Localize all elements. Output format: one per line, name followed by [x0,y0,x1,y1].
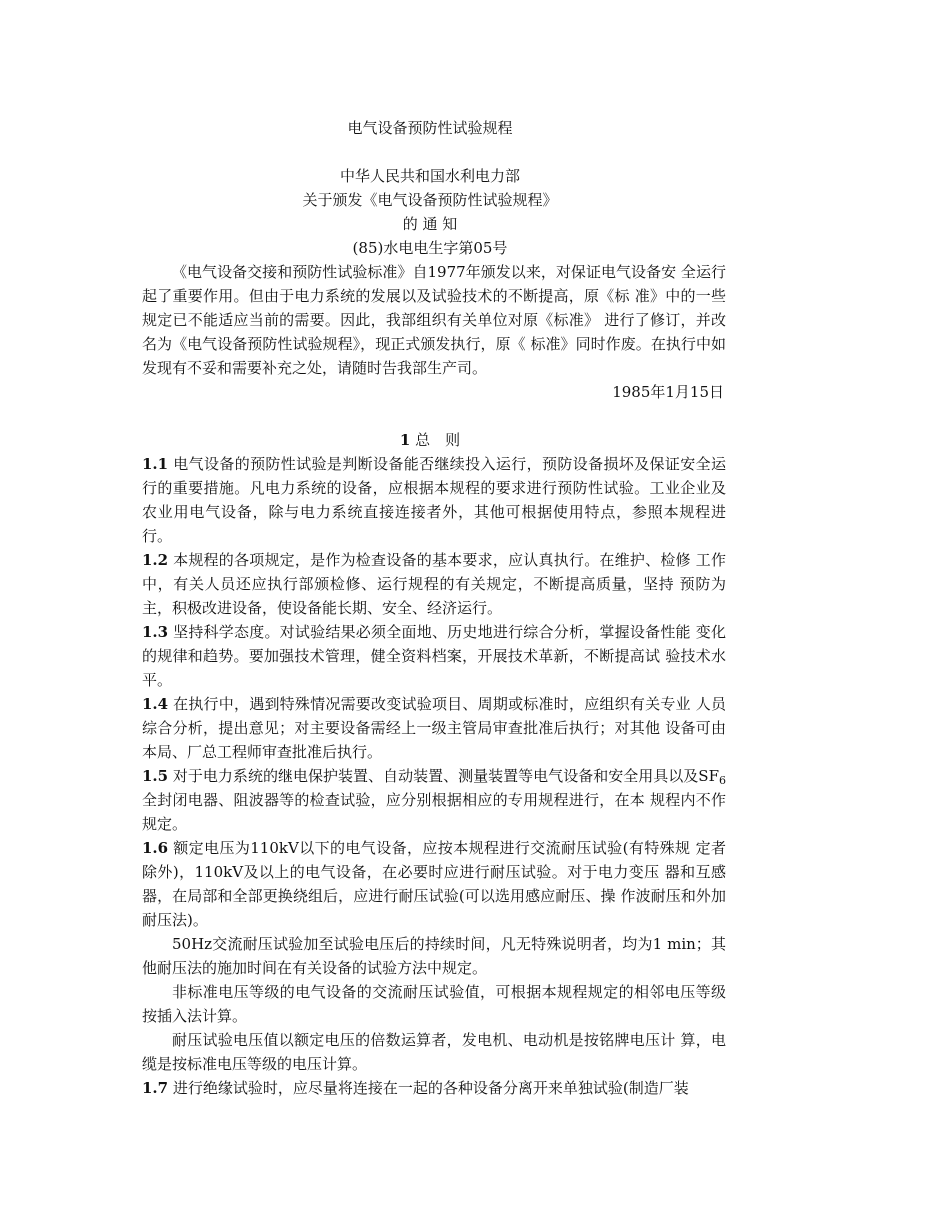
notice-paragraph: 《电气设备交接和预防性试验标准》自1977年颁发以来，对保证电气设备安 全运行起了重要作用。但由于电力系统的发展以及试验技术的不断提高，原《标 准》中的一些规定已不能适应当前的需要。因此，我部组织有关单位对原《标准》 进行了修订，并改名为《电气设备预防性试验规程》，现正式颁发执行，原《 标准》同时作废。在执行中如发现有不妥和需要补充之处，请随时告我部生产司。 [142,263,726,377]
clause-1-1 [142,452,726,548]
section-number: 1 [399,431,411,449]
clause-text: 坚持科学态度。对试验结果必须全面地、历史地进行综合分析，掌握设备性能 变化的规律和趋势。要加强技术管理，健全资料档案，开展技术革新，不断提高试 验技术水平。 [142,623,726,689]
paragraph-multiple: 耐压试验电压值以额定电压的倍数运算者，发电机、电动机是按铭牌电压计 算，电缆是按标准电压等级的电压计算。 [142,1031,726,1073]
clause-1-2 [142,548,726,620]
clause-1-4 [142,692,726,764]
clause-text: 本规程的各项规定，是作为检查设备的基本要求，应认真执行。在维护、检修 工作中，有关人员还应执行部颁检修、运行规程的有关规定，不断提高质量，坚持 预防为主，积极改进设备，使设备能长期、安全、经济运行。 [142,551,726,617]
notice-title-line1: 关于颁发《电气设备预防性试验规程》 [302,191,558,209]
notice-date: 1985年1月15日 [612,383,724,401]
issuer-line: 中华人民共和国水利电力部 [339,167,520,185]
document-title: 电气设备预防性试验规程 [347,119,513,137]
notice-body [142,260,726,380]
clause-number: 1.6 [142,839,169,857]
clause-text: 全封闭电器、阻波器等的检查试验，应分别根据相应的专用规程进行，在本 规程内不作规定。 [142,791,726,833]
document-number: (85)水电电生字第05号 [352,239,508,257]
paragraph-50hz: 50Hz交流耐压试验加至试验电压后的持续时间，凡无特殊说明者，均为1 min；其他耐压法的施加时间在有关设备的试验方法中规定。 [142,935,726,977]
subscript: 6 [719,774,726,787]
clause-text: 进行绝缘试验时，应尽量将连接在一起的各种设备分离开来单独试验(制造厂装 [168,1079,689,1097]
clause-1-5 [142,764,726,836]
section-title: 总 则 [415,431,461,449]
clause-number: 1.1 [142,455,169,473]
clause-1-6 [142,836,726,932]
clause-number: 1.7 [142,1079,169,1097]
clause-text: 额定电压为110kV以下的电气设备，应按本规程进行交流耐压试验(有特殊规 定者除外)，110kV及以上的电气设备，在必要时应进行耐压试验。对于电力变压 器和互感器，在局部和全部更换绕组后，应进行耐压试验(可以选用感应耐压、操 作波耐压和外加耐压法)。 [142,839,726,929]
clause-number: 1.5 [142,767,169,785]
clause-text: 对于电力系统的继电保护装置、自动装置、测量装置等电气设备和安全用具以及SF [168,767,719,785]
clause-1-3 [142,620,726,692]
clause-text: 电气设备的预防性试验是判断设备能否继续投入运行，预防设备损坏及保证安全运行的重要措施。凡电力系统的设备，应根据本规程的要求进行预防性试验。工业企业及农业用电气设备，除与电力系统直接连接者外，其他可根据使用特点，参照本规程进行。 [142,455,726,545]
section-heading [0,428,860,452]
clause-number: 1.3 [142,623,169,641]
clause-text: 在执行中，遇到特殊情况需要改变试验项目、周期或标准时，应组织有关专业 人员综合分析，提出意见；对主要设备需经上一级主管局审查批准后执行；对其他 设备可由本局、厂总工程师审查批准后执行。 [142,695,726,761]
clause-1-7 [142,1076,726,1100]
clauses-body [142,452,726,1100]
notice-title-line2: 的 通 知 [402,215,458,233]
clause-number: 1.2 [142,551,169,569]
clause-number: 1.4 [142,695,169,713]
paragraph-nonstandard: 非标准电压等级的电气设备的交流耐压试验值，可根据本规程规定的相邻电压等级按插入法计算。 [142,983,726,1025]
